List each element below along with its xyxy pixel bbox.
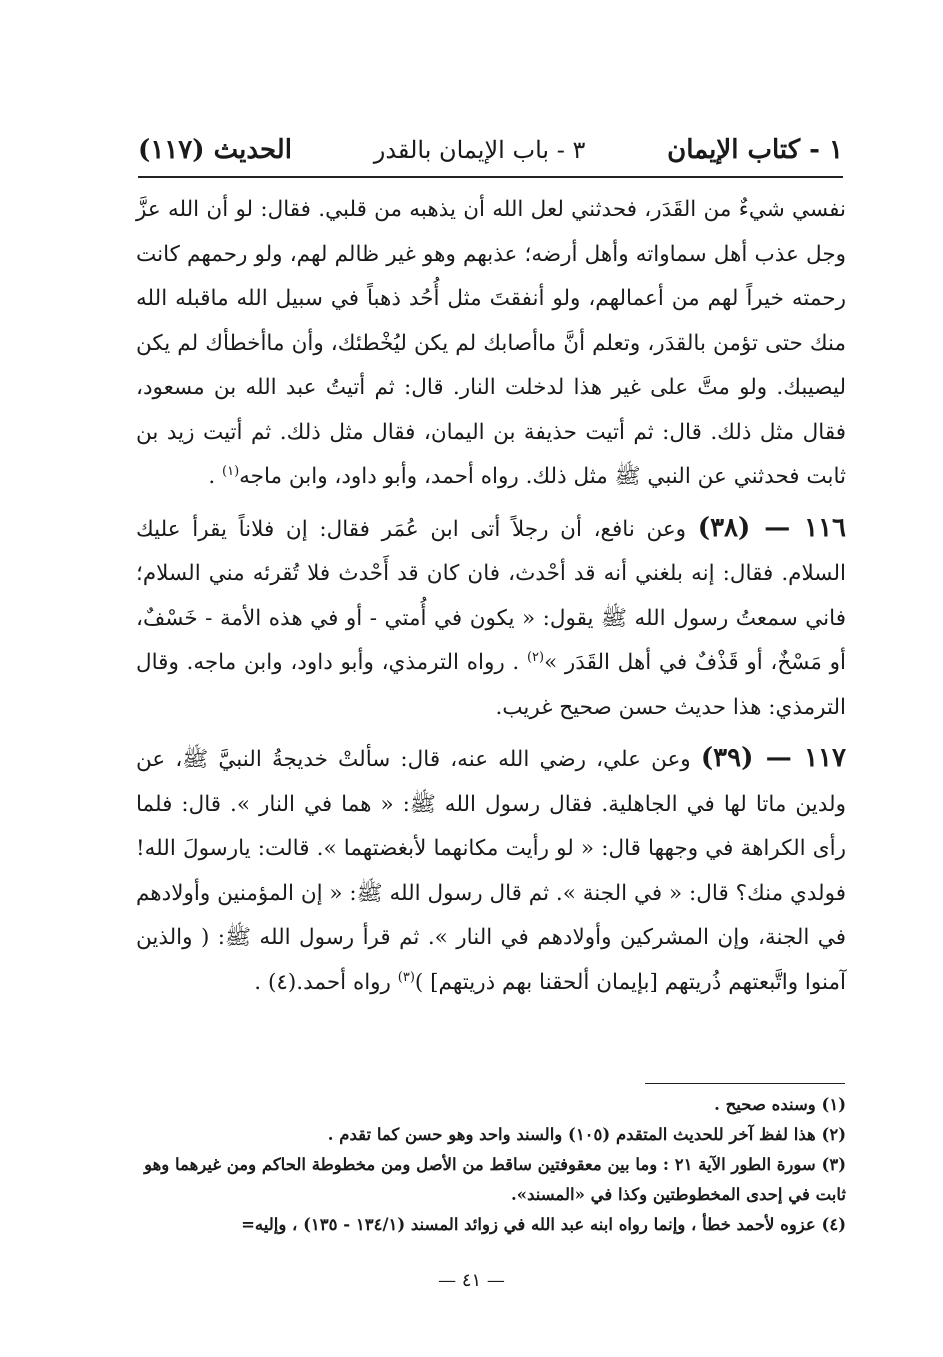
footnote-1: (١) وسنده صحيح . (714, 1095, 846, 1114)
main-text (136, 188, 846, 1005)
footnote-4: (٤) عزوه لأحمد خطأ ، وإنما رواه ابنه عبد الله في زوائد المسند (١٣٤/١ - ١٣٥) ، وإليه= (241, 1215, 846, 1234)
paragraph-text: وعن علي، رضي الله عنه، قال: سألتْ خديجةُ النبيَّ ﷺ، عن ولدين ماتا لها في الجاهلية. فقال رسول الله ﷺ: « هما في النار ». قال: فلما رأى الكراهة في وجهها قال: « لو رأيت مكانهما لأبغضتهما ». قالت: يارسولَ الله! فولدي منك؟ قال: « في الجنة ». ثم قال رسول الله ﷺ: « إن المؤمنين وأولادهم في الجنة، وإن المشركين وأولادهم في النار ». ثم قرأ رسول الله ﷺ: ( والذين آمنوا واتَّبعتهم ذُريتهم [بإيمان ألحقنا بهم ذريتهم] ) (136, 747, 846, 995)
footnote-ref: (٢) (526, 649, 545, 665)
running-header (138, 128, 843, 172)
paragraph-continuation (136, 188, 846, 500)
page-number: — ٤١ — (438, 1270, 505, 1291)
paragraph-hadith-116 (136, 506, 846, 731)
footnotes (136, 1090, 846, 1240)
paragraph-text: وعن نافع، أن رجلاً أتى ابن عُمَر فقال: إن فلاناً يقرأ عليك السلام. فقال: إنه بلغني أنه قد أحْدث، فان كان قد أَحْدث فلا تُقرئه مني السلام؛ فاني سمعتُ رسول الله ﷺ يقول: « يكون في أُمتي - أو في هذه الأمة - خَسْفٌ، أو مَسْخٌ، أو قَذْفٌ في أهل القَدَر » (136, 516, 846, 675)
paragraph-text: نفسي شيءٌ من القَدَر، فحدثني لعل الله أن يذهبه من قلبي. فقال: لو أن الله عزَّ وجل عذب أهل سماواته وأهل أرضه؛ عذبهم وهو غير ظالم لهم، ولو رحمهم كانت رحمته خيراً لهم من أعمالهم، ولو أنفقتَ مثل أُحُد ذهباً في سبيل الله ماقبله الله منك حتى تؤمن بالقدَر، وتعلم أنَّ ماأصابك لم يكن ليُخْطئك، وأن ماأخطأك لم يكن ليصيبك. ولو متَّ على غير هذا لدخلت النار. قال: ثم أتيتُ عبد الله بن مسعود، فقال مثل ذلك. قال: ثم أتيت حذيفة بن اليمان، فقال مثل ذلك. ثم أتيت زيد بن ثابت فحدثني عن النبي ﷺ مثل ذلك. رواه أحمد، وأبو داود، وابن ماجه (136, 197, 846, 489)
header-divider (138, 176, 843, 178)
footnote-3: (٣) سورة الطور الآية ٢١ : وما بين معقوفتين ساقط من الأصل ومن مخطوطة الحاكم ومن غيرهما وهو ثابت في إحدى المخطوطتين وكذا في «المسند». (144, 1155, 846, 1204)
hadith-number: ١١٦ — (٣٨) (697, 512, 847, 543)
footnote-ref: (٣) (397, 969, 415, 985)
header-book-title: ١ - كتاب الإيمان (667, 135, 843, 165)
footnote-ref: (١) (222, 463, 240, 479)
header-chapter-title: ٣ - باب الإيمان بالقدر (373, 136, 586, 164)
hadith-number: ١١٧ — (٣٩) (700, 743, 846, 773)
footnote-2: (٢) هذا لفظ آخر للحديث المتقدم (١٠٥) والسند واحد وهو حسن كما تقدم . (327, 1125, 846, 1144)
paragraph-tail: . (208, 464, 223, 489)
footnote-divider (645, 1083, 845, 1084)
header-hadith-number: الحديث (١١٧) (138, 135, 292, 165)
paragraph-tail: . رواه الترمذي، وأبو داود، وابن ماجه. وقال الترمذي: هذا حديث حسن صحيح غريب. (136, 650, 846, 720)
paragraph-hadith-117 (136, 736, 846, 1005)
paragraph-tail: رواه أحمد.(٤) . (254, 969, 398, 995)
